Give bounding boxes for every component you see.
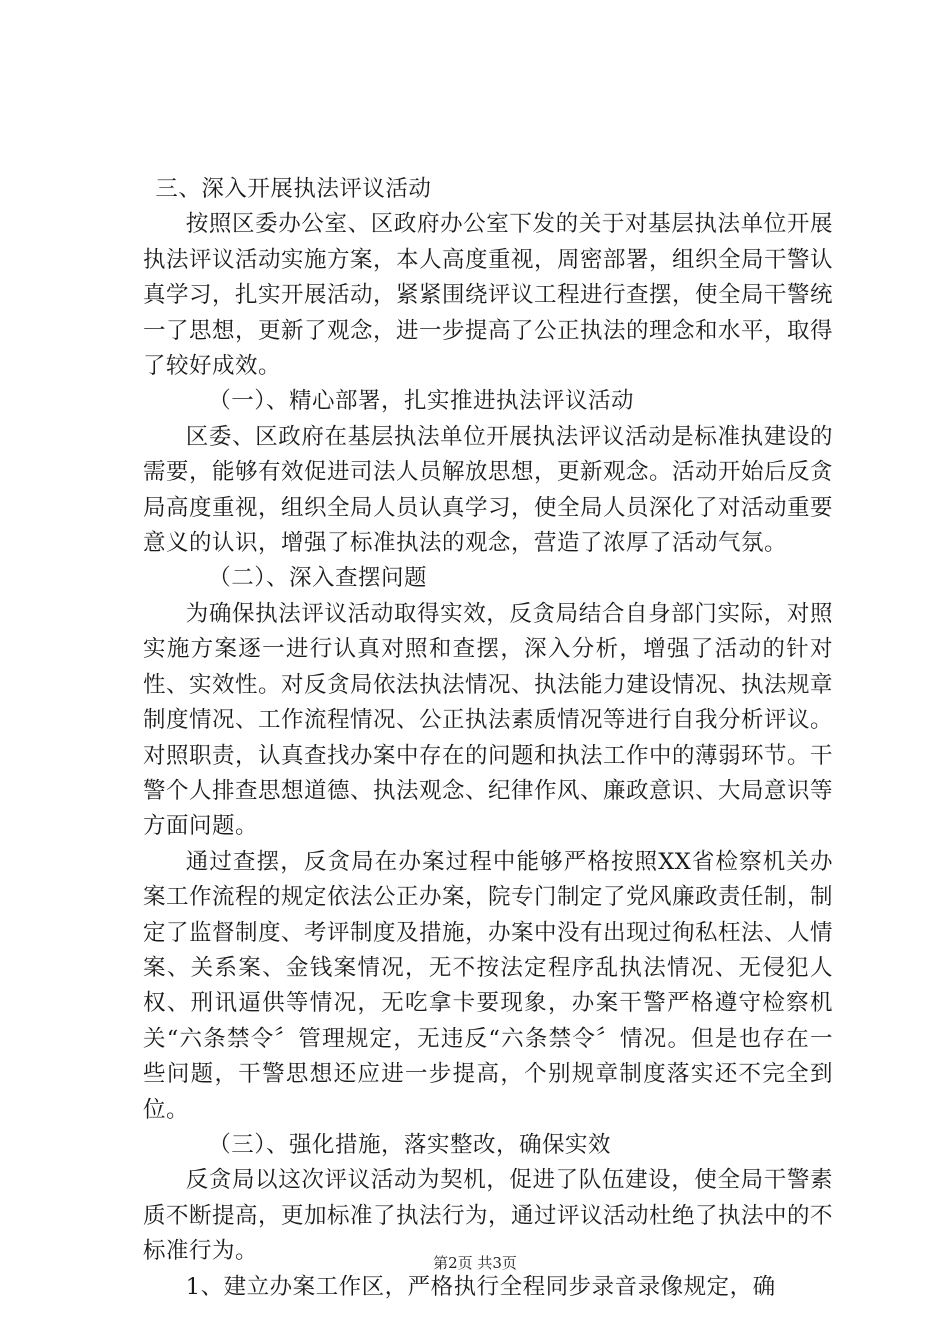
body-paragraph: 通过查摆，反贪局在办案过程中能够严格按照XX省检察机关办案工作流程的规定依法公正办案，院专门制定了党风廉政责任制，制定了监督制度、考评制度及措施，办案中没有出现过徇私枉法、人情案、关系案、金钱案情况，无不按法定程序乱执法情况、无侵犯人权、刑讯逼供等情况，无吃拿卡要现象，办案干警严格遵守检察机关“六条禁令〞管理规定，无违反“六条禁令〞情况。但是也存在一些问题，干警思想还应进一步提高，个别规章制度落实还不完全到位。 (143, 848, 834, 1123)
document-body (143, 172, 833, 1305)
body-paragraph: 反贪局以这次评议活动为契机，促进了队伍建设，使全局干警素质不断提高，更加标准了执法行为，通过评议活动杜绝了执法中的不标准行为。 (143, 1167, 834, 1265)
body-paragraph: 区委、区政府在基层执法单位开展执法评议活动是标准执建设的需要，能够有效促进司法人员解放思想，更新观念。活动开始后反贪局高度重视，组织全局人员认真学习，使全局人员深化了对活动重要意义的认识，增强了标准执法的观念，营造了浓厚了活动气氛。 (143, 423, 834, 557)
subsection-heading: （一）、精心部署，扎实推进执法评议活动 (208, 388, 635, 415)
body-paragraph: 按照区委办公室、区政府办公室下发的关于对基层执法单位开展执法评议活动实施方案，本人高度重视，周密部署，组织全局干警认真学习，扎实开展活动，紧紧围绕评议工程进行查摆，使全局干警统一了思想，更新了观念，进一步提高了公正执法的理念和水平，取得了较好成效。 (143, 211, 834, 380)
subsection-heading: （二）、深入查摆问题 (208, 565, 428, 592)
body-paragraph: 为确保执法评议活动取得实效，反贪局结合自身部门实际，对照实施方案逐一进行认真对照和查摆，深入分析，增强了活动的针对性、实效性。对反贪局依法执法情况、执法能力建设情况、执法规章制度情况、工作流程情况、公正执法素质情况等进行自我分析评议。对照职责，认真查找办案中存在的问题和执法工作中的薄弱环节。干警个人排查思想道德、执法观念、纪律作风、廉政意识、大局意识等方面问题。 (143, 600, 834, 840)
page-number-footer: 第2页 共3页 (433, 1254, 517, 1272)
body-paragraph: 1、建立办案工作区，严格执行全程同步录音录像规定，确 (185, 1273, 776, 1300)
subsection-heading: （三）、强化措施，落实整改，确保实效 (208, 1131, 612, 1158)
section-heading: 三、深入开展执法评议活动 (155, 176, 432, 202)
